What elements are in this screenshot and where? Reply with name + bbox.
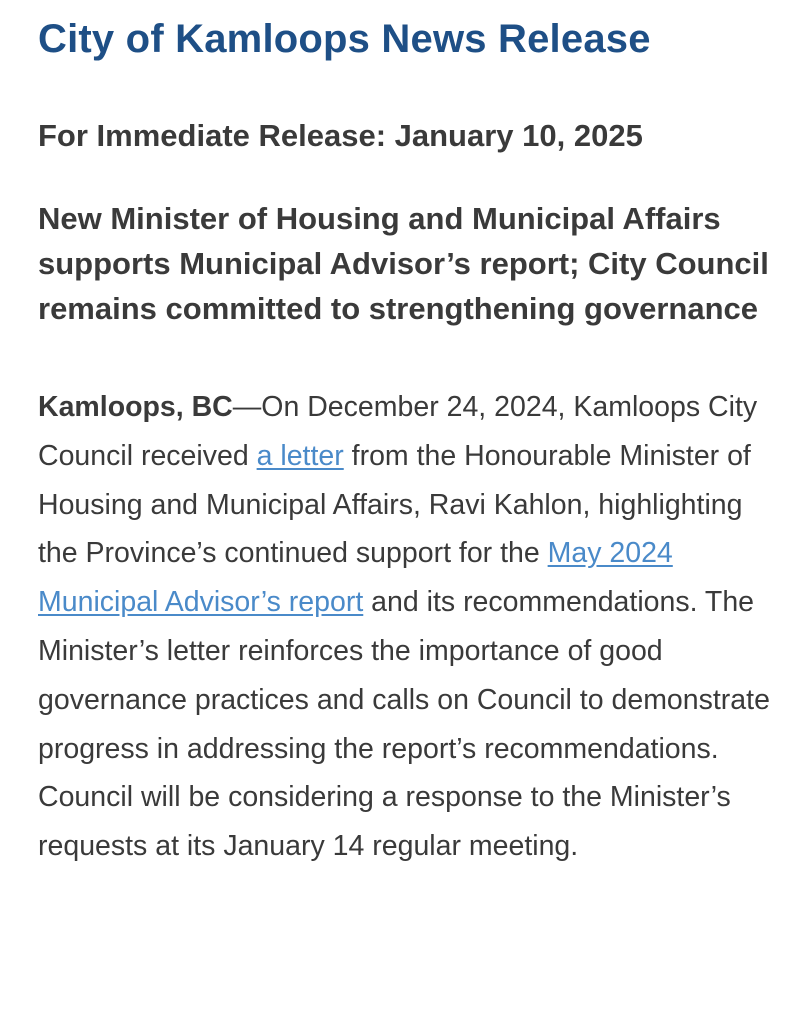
release-date: For Immediate Release: January 10, 2025 [38, 118, 643, 153]
advisor-report-link[interactable]: May 2024 Municipal Advisor’s report [38, 537, 673, 619]
dateline: Kamloops, BC [38, 391, 233, 423]
letter-link[interactable]: a letter [256, 439, 344, 472]
body-text-part-3: and its recommendations. The Minister’s letter reinforces the importance of good governance practices and calls on Council to demonstrate progress in addressing the report’s recommendations. Council will be considering a response to the Minister’s requests at its January 14 regular meeting. [38, 586, 770, 863]
headline: New Minister of Housing and Municipal Affairs supports Municipal Advisor’s report; City Council remains committed to strengthening governance [38, 201, 769, 326]
dateline-dash: — [232, 391, 262, 423]
body-paragraph [38, 383, 778, 871]
body-text-part-1: On December 24, 2024, Kamloops City Council received [38, 391, 758, 472]
masthead-title: City of Kamloops News Release [38, 17, 651, 61]
body-text-part-2: from the Honourable Minister of Housing and Municipal Affairs, Ravi Kahlon, highlighting the Province’s continued support for the [38, 439, 751, 570]
